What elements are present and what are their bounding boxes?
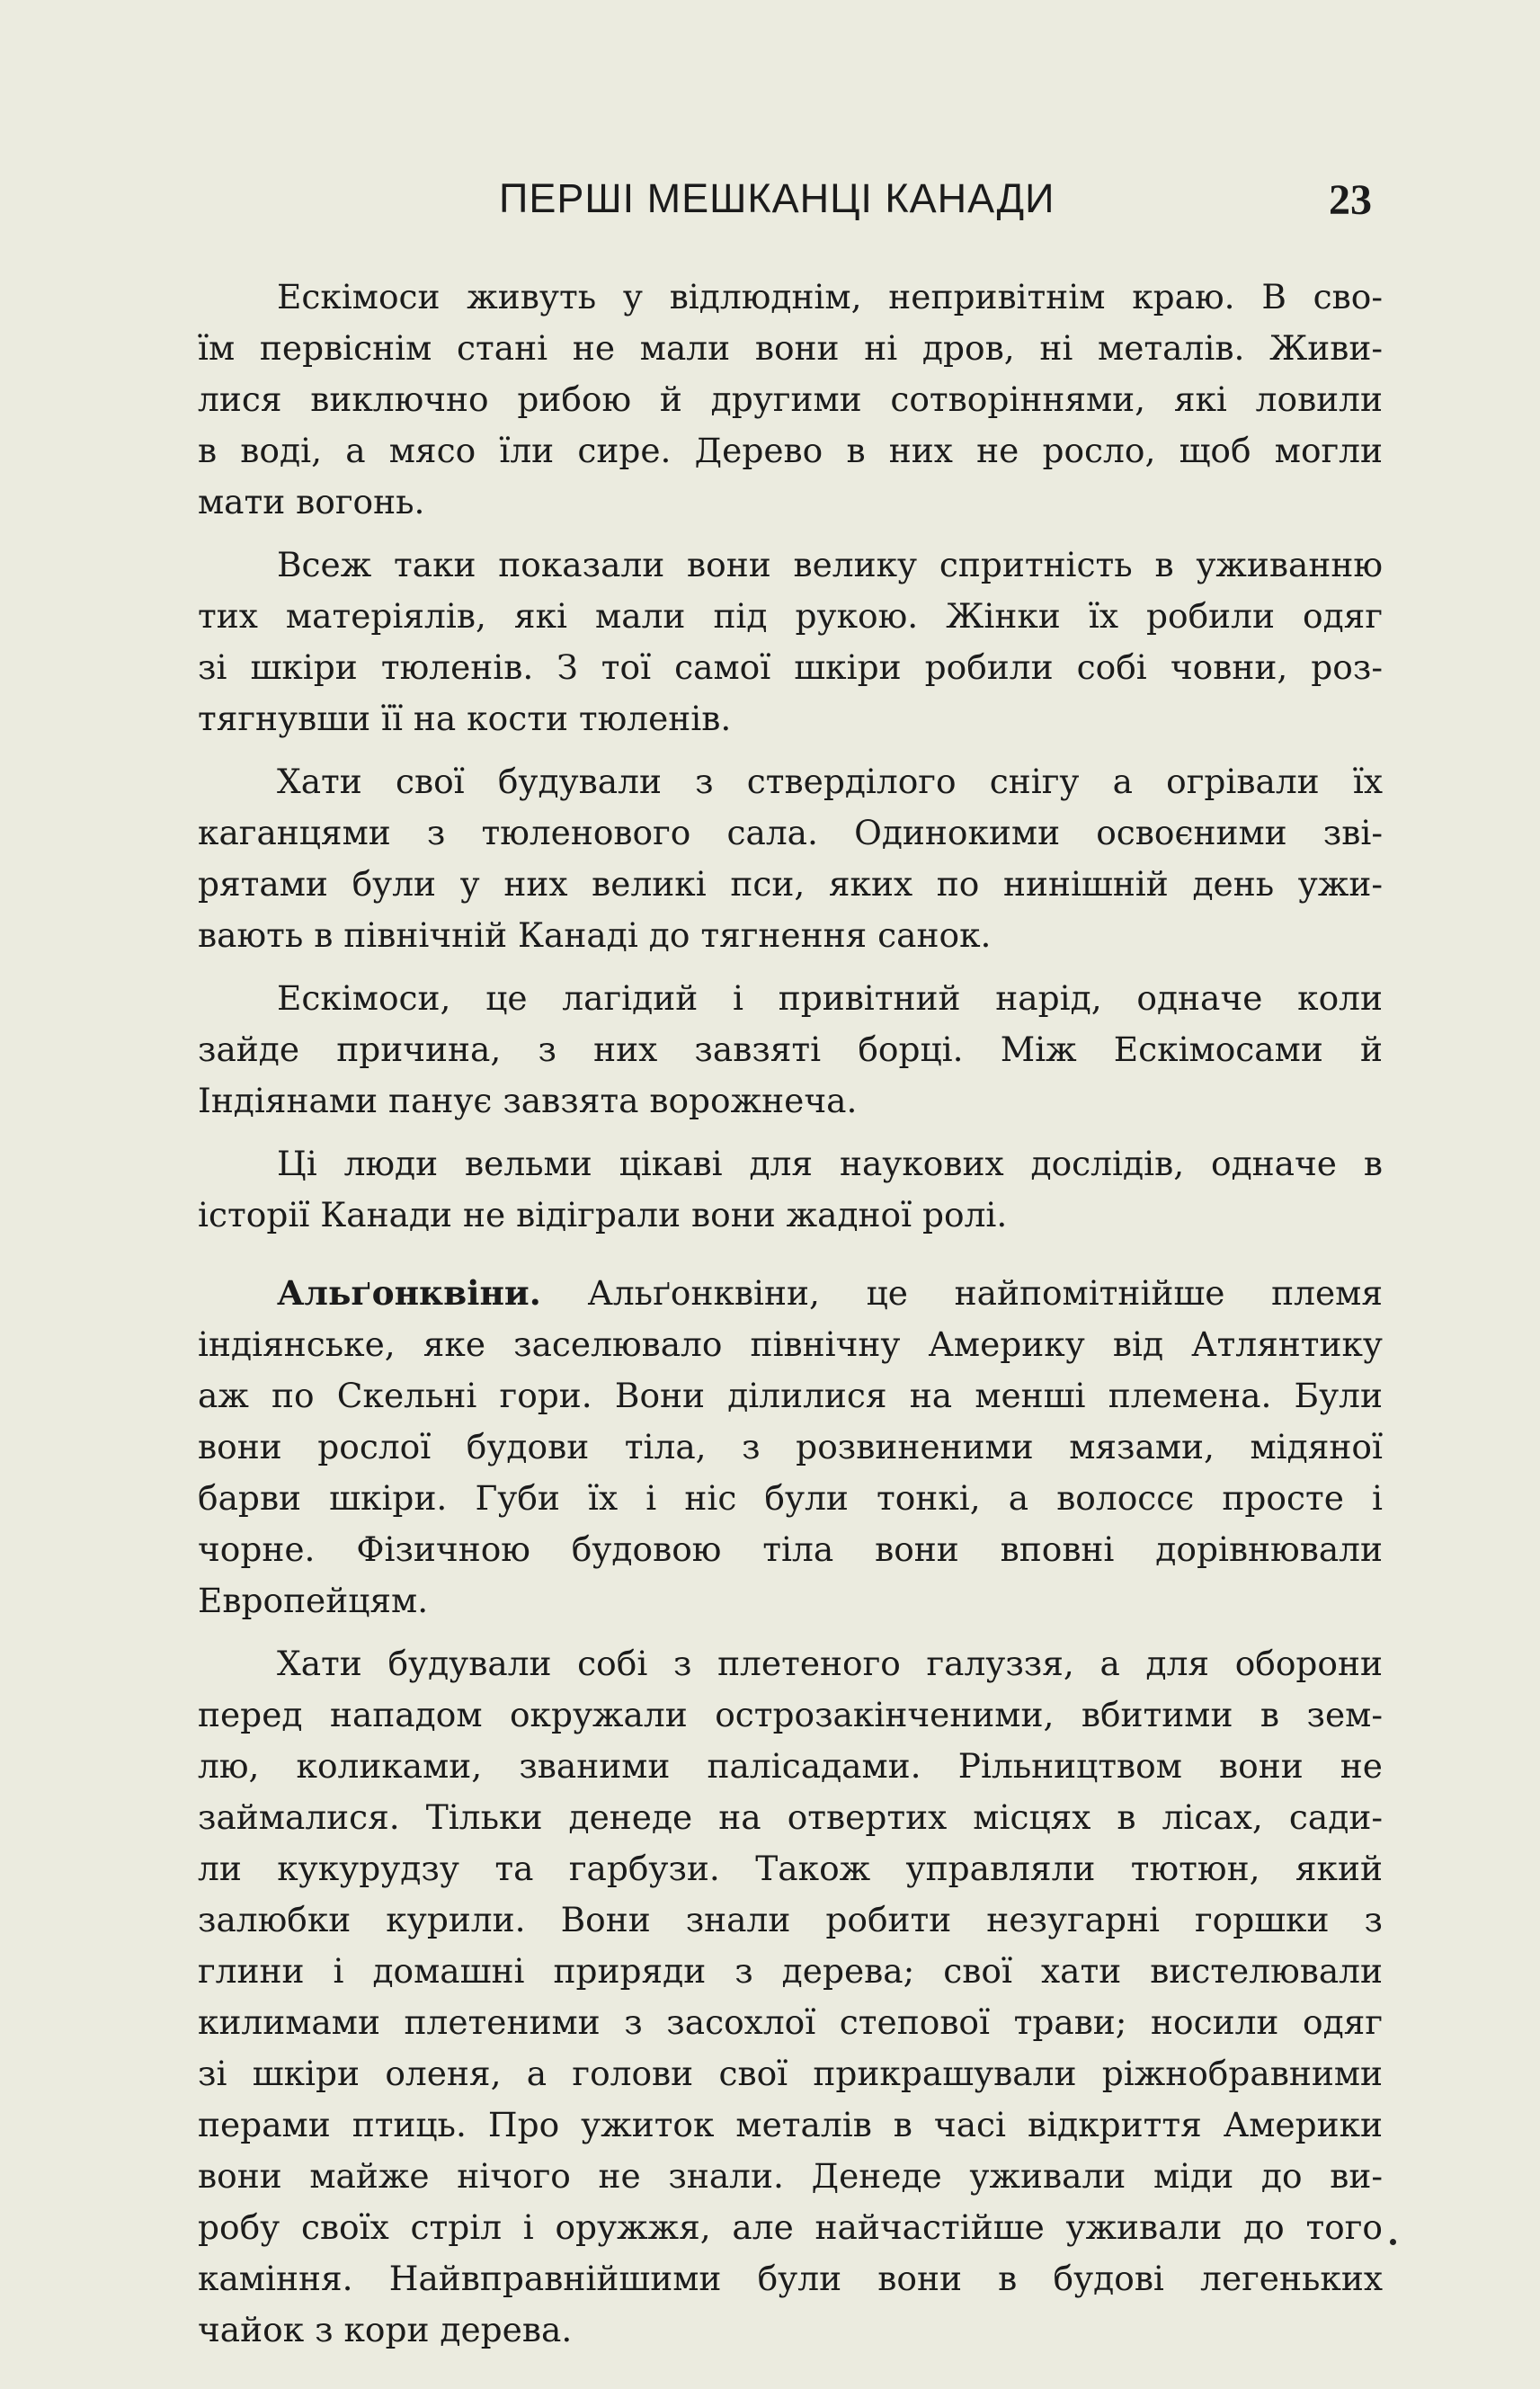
- text-line: займалися. Тільки денеде на отвертих місцях в лісах, сади-: [198, 1797, 1383, 1837]
- text-line: Ці люди вельми цікаві для наукових дослідів, одначе в: [277, 1144, 1383, 1183]
- text-line: мати вогонь.: [198, 482, 425, 521]
- text-line: тягнувши її на кости тюленів.: [198, 699, 732, 738]
- section-term: Альґонквіни.: [277, 1273, 541, 1313]
- page-number: 23: [1329, 176, 1372, 224]
- text-line: вони майже нічого не знали. Денеде уживали міди до ви-: [198, 2156, 1383, 2196]
- text-line: килимами плетеними з засохлої степової трави; носили одяг: [198, 2002, 1383, 2042]
- text-line: Европейцям.: [198, 1581, 429, 1620]
- text-line: [198, 1268, 1383, 1319]
- running-title: ПЕРШІ МЕШКАНЦІ КАНАДИ: [499, 175, 1055, 221]
- text-line: тих матеріялів, які мали під рукою. Жінки їх робили одяг: [198, 596, 1383, 636]
- text-line: Хати будували собі з плетеного галуззя, а для оборони: [277, 1644, 1383, 1683]
- paragraph-algonquins: [198, 1268, 1383, 1627]
- text-line: ли кукурудзу та гарбузи. Також управляли тютюн, який: [198, 1849, 1383, 1888]
- ink-speck: [1390, 2239, 1396, 2245]
- paragraph: [198, 539, 1383, 744]
- text-line: аж по Скельні гори. Вони ділилися на менші племена. Були: [198, 1376, 1383, 1415]
- paragraph: [198, 756, 1383, 961]
- text-line: в воді, а мясо їли сире. Дерево в них не росло, щоб могли: [198, 431, 1383, 470]
- text-line: робу своїх стріл і оружжя, але найчастійше уживали до того: [198, 2207, 1383, 2247]
- text-line: глини і домашні приряди з дерева; свої хати вистелювали: [198, 1951, 1383, 1991]
- page-header: [0, 175, 1540, 238]
- paragraph: [198, 272, 1383, 528]
- text-line: перами птиць. Про ужиток металів в часі відкриття Америки: [198, 2105, 1383, 2144]
- text-line: залюбки курили. Вони знали робити незугарні горшки з: [198, 1900, 1383, 1939]
- paragraph: [198, 1638, 1383, 2356]
- text-line: чайок з кори дерева.: [198, 2310, 573, 2349]
- text-line: вони рослої будови тіла, з розвиненими мязами, мідяної: [198, 1427, 1383, 1466]
- text-line: каміння. Найвправнійшими були вони в будові легеньких: [198, 2259, 1383, 2298]
- text-line: чорне. Фізичною будовою тіла вони вповні дорівнювали: [198, 1529, 1383, 1569]
- text-line: зі шкіри тюленів. З тої самої шкіри робили собі човни, роз-: [198, 647, 1383, 687]
- text-line: лю, коликами, званими палісадами. Рільництвом вони не: [198, 1746, 1383, 1786]
- text-line: Ескімоси живуть у відлюднім, непривітнім краю. В сво-: [277, 277, 1383, 316]
- text-line: їм первіснім стані не мали вони ні дров, ні металів. Живи-: [198, 328, 1383, 368]
- text-line: зі шкіри оленя, а голови свої прикрашували ріжнобравними: [198, 2054, 1383, 2093]
- paragraph: [198, 1138, 1383, 1241]
- text-line: історії Канади не відіграли вони жадної ролі.: [198, 1195, 1008, 1235]
- text-line: каганцями з тюленового сала. Одинокими освоєними зві-: [198, 813, 1383, 852]
- text-line: індіянське, яке заселювало північну Америку від Атлянтику: [198, 1324, 1383, 1364]
- text-line: перед нападом окружали острозакінченими, вбитими в зем-: [198, 1695, 1383, 1734]
- text-line: Ескімоси, це лагідий і привітний нарід, одначе коли: [277, 978, 1383, 1018]
- paragraph: [198, 973, 1383, 1127]
- text-line: рятами були у них великі пси, яких по нинішній день ужи-: [198, 864, 1383, 904]
- text-line: зайде причина, з них завзяті борці. Між Ескімосами й: [198, 1030, 1383, 1069]
- text-line: барви шкіри. Губи їх і ніс були тонкі, а волоссє просте і: [198, 1478, 1383, 1518]
- text-line: лися виключно рибою й другими сотворіннями, які ловили: [198, 379, 1383, 419]
- text-line: Всеж таки показали вони велику спритність в уживанню: [277, 545, 1383, 584]
- body-text: [198, 272, 1383, 2367]
- text-line: Хати свої будували з стверділого снігу а огрівали їх: [277, 762, 1383, 801]
- text-line: Індіянами панує завзята ворожнеча.: [198, 1081, 858, 1120]
- text-line: вають в північній Канаді до тягнення санок.: [198, 915, 992, 955]
- text-run: Альґонквіни, це найпомітнійше племя: [540, 1273, 1383, 1313]
